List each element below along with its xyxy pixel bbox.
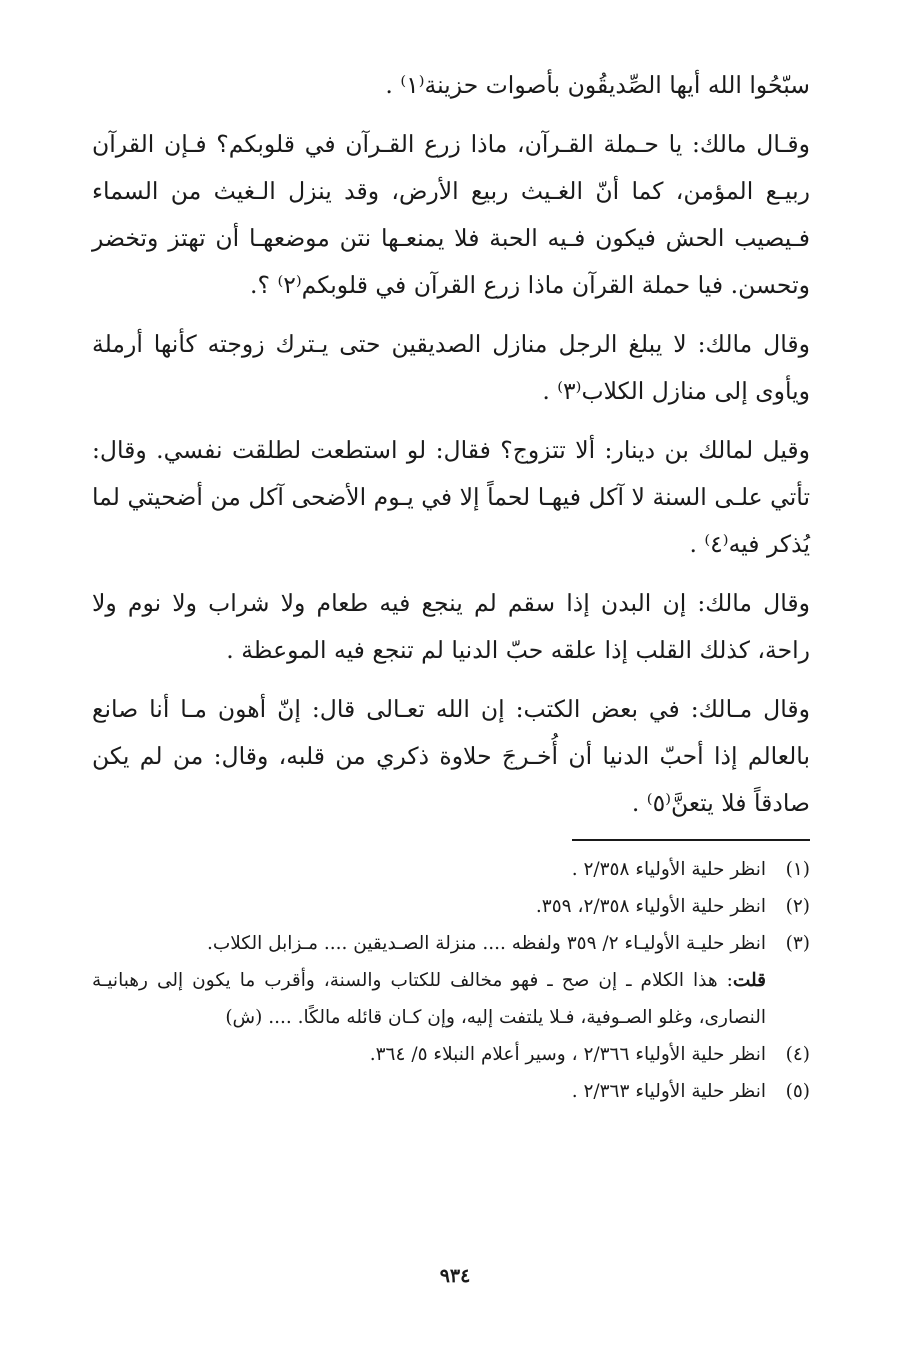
footnote-2 (92, 888, 810, 925)
page-body (92, 62, 810, 1110)
footnote-number: (٤) (785, 1044, 810, 1065)
footnotes (92, 851, 810, 1110)
footnote-4 (92, 1036, 810, 1073)
footnote-number: (١) (785, 859, 810, 880)
footnote-number: (٢) (785, 896, 810, 917)
paragraph-2: وقـال مالك: يا حـملة القـرآن، ماذا زرع القـرآن في قلوبكم؟ فـإن القرآن ربيـع المؤمن، كما أنّ الغـيث ربيع الأرض، وقد ينزل الـغيث من السماء فـيصيب الحش فيكون فـيه الحبة فلا يمنعـها نتن موضعهـا أن تهتز وتخضر وتحسن. فيا حملة القرآن ماذا زرع القرآن في قلوبكم⁽٢⁾ ؟. (92, 130, 810, 299)
footnote-text: انظر حلية الأولياء ٢/٣٥٨، ٣٥٩. (535, 896, 766, 917)
paragraph-3: وقال مالك: لا يبلغ الرجل منازل الصديقين حتى يـترك زوجته كأنها أرملة ويأوى إلى منازل الكلاب⁽٣⁾ . (92, 330, 810, 405)
page-number: ٩٣٤ (439, 1265, 471, 1287)
paragraph-4: وقيل لمالك بن دينار: ألا تتزوج؟ فقال: لو استطعت لطلقت نفسي. وقال: تأتي علـى السنة لا آكل فيهـا لحماً إلا في يـوم الأضحى آكل من أضحيتي لما يُذكر فيه⁽٤⁾ . (92, 436, 811, 558)
paragraph-5: وقال مالك: إن البدن إذا سقم لم ينجع فيه طعام ولا شراب ولا نوم ولا راحة، كذلك القلب إذا علقه حبّ الدنيا لم تنجع فيه الموعظة . (92, 589, 810, 664)
footnote-1 (92, 851, 810, 888)
footnote-number: (٥) (785, 1081, 810, 1102)
footnote-3 (92, 925, 810, 962)
footnote-number: (٣) (785, 933, 810, 954)
footnote-separator (572, 839, 810, 841)
paragraph-6: وقال مـالك: في بعض الكتب: إن الله تعـالى قال: إنّ أهون مـا أنا صانع بالعالم إذا أحبّ الدنيا أن أُخـرجَ حلاوة ذكري من قلبه، وقال: من لم يكن صادقاً فلا يتعنَّ⁽٥⁾ . (92, 695, 810, 817)
footnote-text: انظر حلية الأولياء ٢/٣٦٣ . (571, 1081, 766, 1102)
footnote-3-comment (92, 962, 810, 1036)
paragraph-1: سبّحُوا الله أيها الصِّديقُون بأصوات حزينة⁽١⁾ . (385, 71, 810, 99)
footnote-5 (92, 1073, 810, 1110)
footnote-text: انظر حلية الأولياء ٢/٣٦٦ ، وسير أعلام النبلاء ٥/ ٣٦٤. (369, 1044, 766, 1065)
footnote-comment-label: قلت (732, 970, 766, 991)
footnote-text: انظر حلية الأولياء ٢/٣٥٨ . (571, 859, 766, 880)
footnote-text: انظر حليـة الأوليـاء ٢/ ٣٥٩ ولفظه .... منزلة الصـديقين .... مـزابل الكلاب. (206, 933, 766, 954)
footnote-comment-text: : هذا الكلام ـ إن صح ـ فهو مخالف للكتاب والسنة، وأقرب ما يكون إلى رهبانيـة النصارى، وغلو الصـوفية، فـلا يلتفت إليه، وإن كـان قائله مالكًا. .... (ش) (92, 970, 766, 1028)
